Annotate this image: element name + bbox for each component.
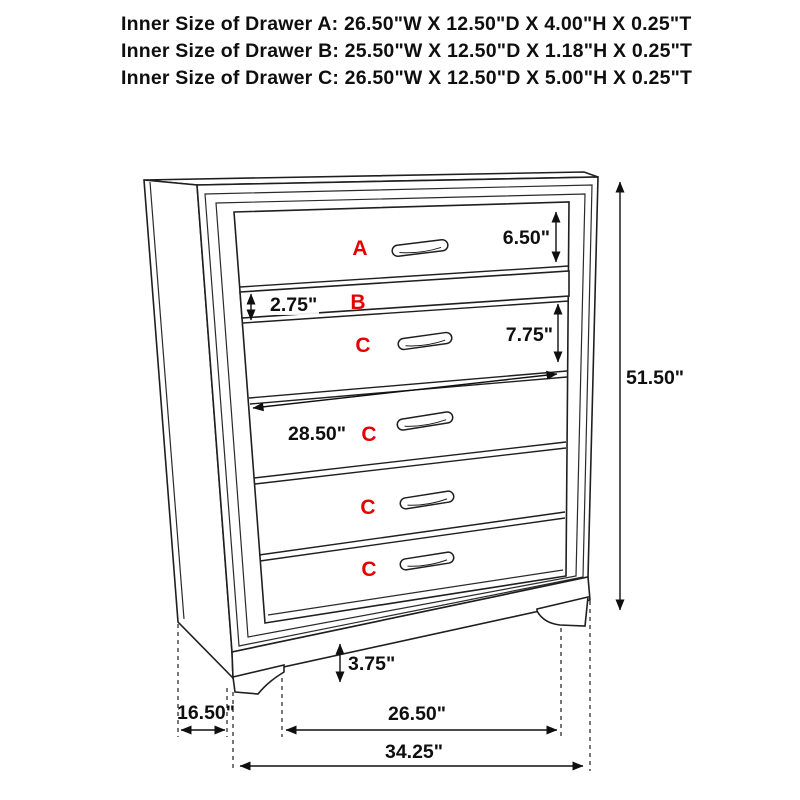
- dim-feet-span-text: 26.50": [387, 703, 447, 725]
- drawer-c4-label: C: [361, 558, 377, 581]
- dim-jewelry-band-height-text: 2.75": [270, 294, 318, 316]
- drawer-b-size-line: Inner Size of Drawer B: 25.50"W X 12.50"D X 1.18"H X 0.25"T: [121, 40, 693, 62]
- drawer-b-label: B: [350, 291, 366, 314]
- drawer-c3-label: C: [360, 496, 376, 519]
- drawer-c2-label: C: [361, 423, 377, 446]
- dim-overall-height-text: 51.50": [626, 367, 685, 389]
- dim-overall-width-text: 34.25": [384, 741, 444, 763]
- dim-drawer-width-text: 28.50": [287, 423, 347, 445]
- drawer-c1-label: C: [355, 334, 371, 357]
- dim-side-depth-text: 16.50": [176, 702, 236, 724]
- drawer-a-size-line: Inner Size of Drawer A: 26.50"W X 12.50"D X 4.00"H X 0.25"T: [121, 13, 692, 35]
- drawer-a-label: A: [352, 237, 368, 260]
- dim-drawer-c-height-text: 7.75": [505, 324, 553, 346]
- dim-foot-height-text: 3.75": [348, 653, 396, 675]
- drawer-c-size-line: Inner Size of Drawer C: 26.50"W X 12.50"D X 5.00"H X 0.25"T: [121, 67, 693, 89]
- dim-drawer-a-height-text: 6.50": [502, 227, 550, 249]
